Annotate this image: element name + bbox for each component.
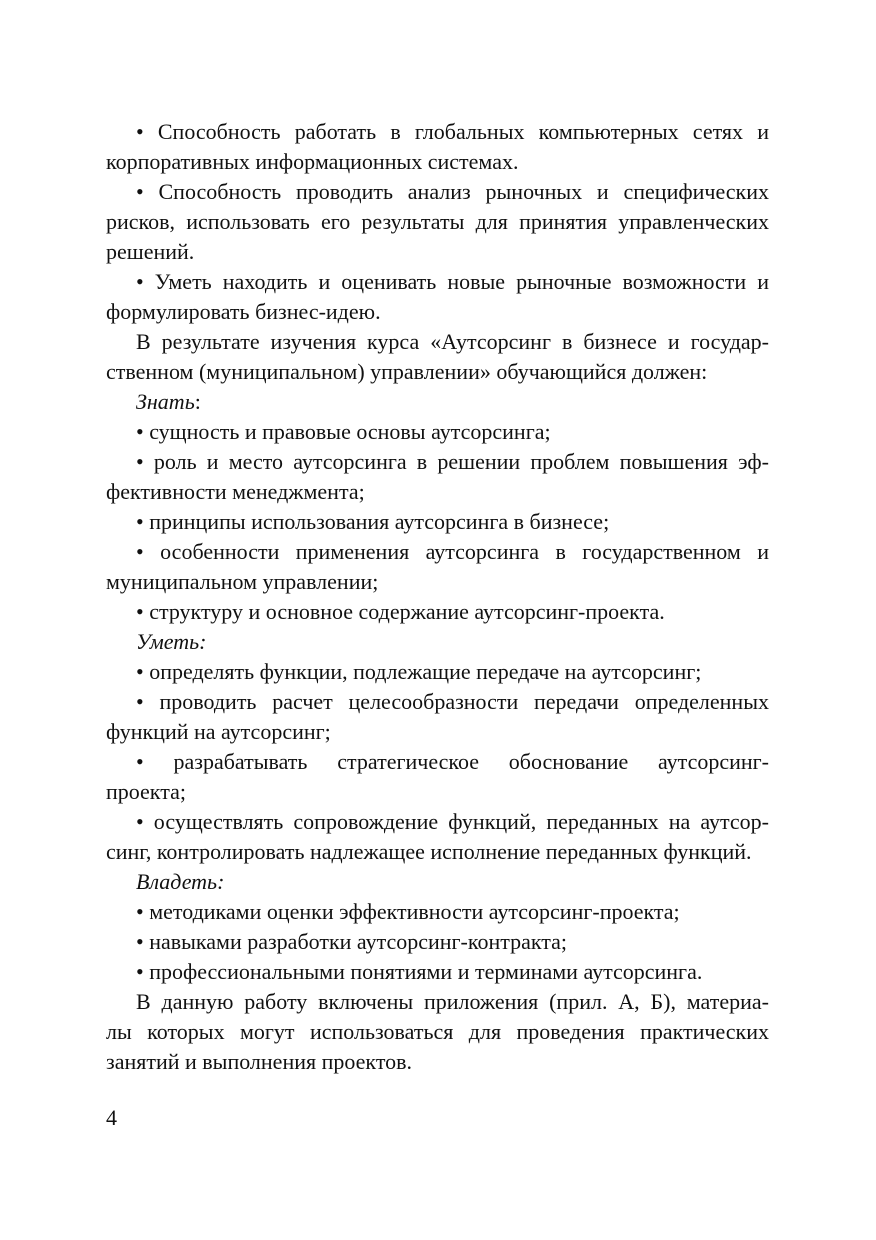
- text-line: формулировать бизнес-идею.: [106, 299, 381, 324]
- section-heading: [106, 627, 769, 657]
- section-heading-suffix: :: [194, 389, 201, 414]
- bullet-item: [106, 927, 769, 957]
- paragraph: [106, 327, 769, 387]
- text-line: • роль и место аутсорсинга в решении проблем повышения эф-: [136, 449, 769, 474]
- text-line: • разрабатывать стратегическое обоснование аутсорсинг-: [136, 749, 769, 774]
- bullet-item: [106, 687, 769, 747]
- text-line: • сущность и правовые основы аутсорсинга;: [136, 419, 551, 444]
- bullet-item: [106, 267, 769, 327]
- section-heading: [106, 867, 769, 897]
- bullet-item: [106, 747, 769, 807]
- text-line: функций на аутсорсинг;: [106, 719, 331, 744]
- text-line: рисков, использовать его результаты для принятия управленческих: [106, 209, 769, 234]
- bullet-item: [106, 177, 769, 267]
- section-heading-text: Владеть:: [136, 869, 225, 894]
- bullet-item: [106, 417, 769, 447]
- text-line: • методиками оценки эффективности аутсорсинг-проекта;: [136, 899, 680, 924]
- text-line: В результате изучения курса «Аутсорсинг в бизнесе и государ-: [136, 329, 769, 354]
- text-line: • определять функции, подлежащие передаче на аутсорсинг;: [136, 659, 702, 684]
- text-line: • профессиональными понятиями и терминами аутсорсинга.: [136, 959, 703, 984]
- bullet-item: [106, 897, 769, 927]
- text-line: В данную работу включены приложения (прил. А, Б), материа-: [136, 989, 769, 1014]
- text-line: решений.: [106, 239, 195, 264]
- bullet-item: [106, 597, 769, 627]
- text-line: синг, контролировать надлежащее исполнение переданных функций.: [106, 839, 752, 864]
- text-line: • Уметь находить и оценивать новые рыночные возможности и: [136, 269, 769, 294]
- text-line: • принципы использования аутсорсинга в бизнесе;: [136, 509, 610, 534]
- text-line: • особенности применения аутсорсинга в государственном и: [136, 539, 769, 564]
- bullet-item: [106, 117, 769, 177]
- text-line: муниципальном управлении;: [106, 569, 379, 594]
- text-line: • проводить расчет целесообразности передачи определенных: [136, 689, 769, 714]
- text-line: ственном (муниципальном) управлении» обучающийся должен:: [106, 359, 708, 384]
- text-line: корпоративных информационных системах.: [106, 149, 519, 174]
- text-line: • структуру и основное содержание аутсорсинг-проекта.: [136, 599, 665, 624]
- page-number: 4: [106, 1105, 117, 1130]
- text-line: • Способность проводить анализ рыночных и специфических: [136, 179, 769, 204]
- paragraph: [106, 987, 769, 1077]
- bullet-item: [106, 807, 769, 867]
- section-heading-text: Знать: [136, 389, 195, 414]
- text-line: проекта;: [106, 779, 186, 804]
- bullet-item: [106, 447, 769, 507]
- body-text: [106, 117, 769, 1077]
- text-line: • Способность работать в глобальных компьютерных сетях и: [136, 119, 769, 144]
- text-line: фективности менеджмента;: [106, 479, 365, 504]
- section-heading: [106, 387, 769, 417]
- text-line: • осуществлять сопровождение функций, переданных на аутсор-: [136, 809, 769, 834]
- text-line: занятий и выполнения проектов.: [106, 1049, 413, 1074]
- section-heading-text: Уметь:: [136, 629, 207, 654]
- text-line: • навыками разработки аутсорсинг-контракта;: [136, 929, 568, 954]
- bullet-item: [106, 657, 769, 687]
- bullet-item: [106, 507, 769, 537]
- bullet-item: [106, 537, 769, 597]
- text-line: лы которых могут использоваться для проведения практических: [106, 1019, 769, 1044]
- bullet-item: [106, 957, 769, 987]
